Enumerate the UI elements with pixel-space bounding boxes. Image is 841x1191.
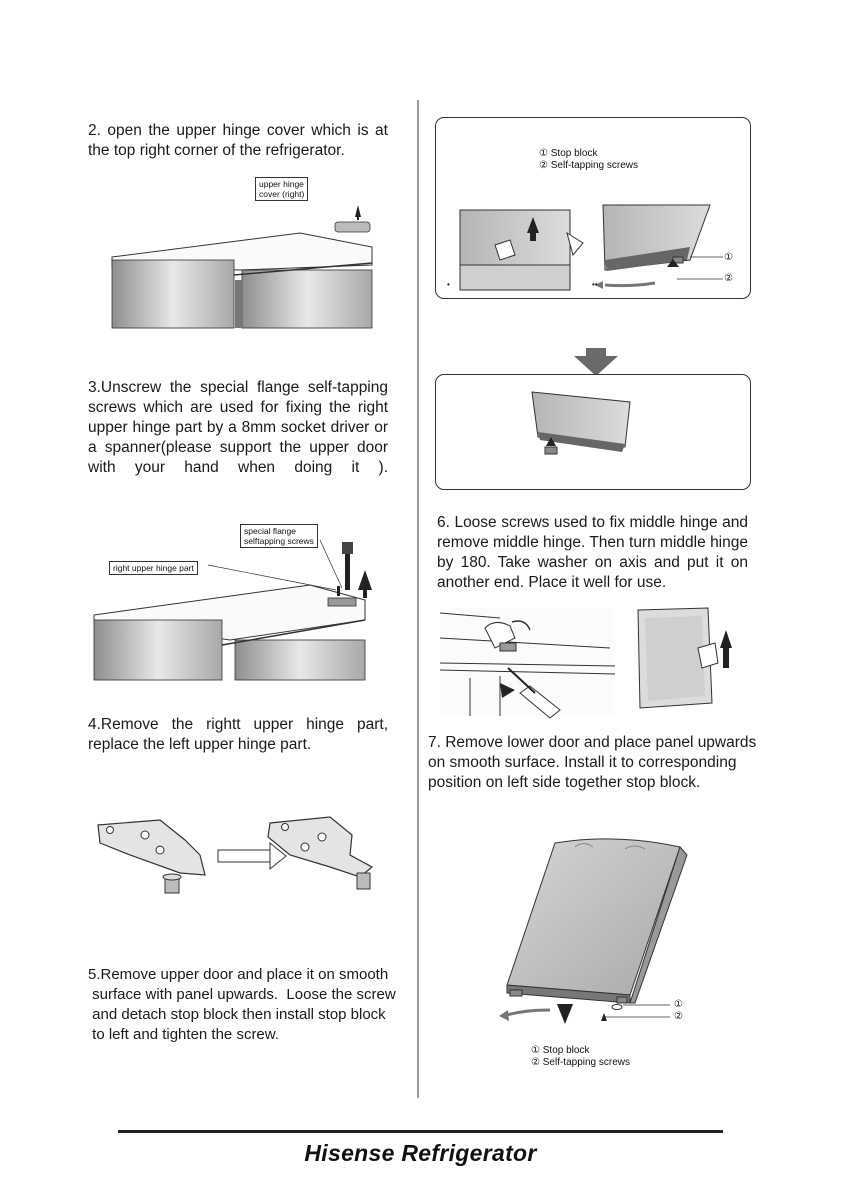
footer-rule <box>118 1130 723 1133</box>
marker-1-bottom: ① <box>674 999 683 1010</box>
label-upper-hinge-cover: upper hinge cover (right) <box>255 177 308 201</box>
legend-stop-block-bottom: ① Stop block <box>531 1045 590 1056</box>
figure-upper-hinge-cover <box>100 175 390 330</box>
step-6-text: 6. Loose screws used to fix middle hinge and remove middle hinge. Then turn middle hinge by 180. Take washer on axis and put it on another end. Place it well for use. <box>437 514 748 591</box>
footer-brand: Hisense Refrigerator <box>304 1140 537 1166</box>
legend-stop-block-top: ① Stop block <box>539 148 598 159</box>
figure-hinge-parts <box>90 815 390 905</box>
dot-marker-1: • <box>447 280 450 289</box>
step-7-text: 7. Remove lower door and place panel upwards on smooth surface. Install it to corresponding position on left side together stop block. <box>428 734 757 791</box>
step-5-text: 5.Remove upper door and place it on smooth surface with panel upwards. Loose the screw and detach stop block then install stop block to left and tighten the screw. <box>88 966 396 1043</box>
figure-lower-door <box>495 835 695 1030</box>
step-4-text: 4.Remove the rightt upper hinge part, replace the left upper hinge part. <box>88 716 388 753</box>
down-arrow-icon <box>574 348 618 376</box>
figure-stop-block-install <box>530 392 640 467</box>
legend-self-tapping-top: ② Self-tapping screws <box>539 160 639 171</box>
marker-1-top: ① <box>724 252 733 263</box>
label-special-flange-screws: special flange selftapping screws <box>240 524 318 548</box>
marker-2-top: ② <box>724 273 733 284</box>
label-right-upper-hinge-part: right upper hinge part <box>109 561 198 575</box>
column-divider <box>417 100 419 1098</box>
figure-upper-door-detach <box>455 205 745 295</box>
marker-2-bottom: ② <box>674 1011 683 1022</box>
step-2-text: 2. open the upper hinge cover which is at the top right corner of the refrigerator. <box>88 122 388 159</box>
dot-marker-2: •• <box>592 280 598 289</box>
legend-self-tapping-bottom: ② Self-tapping screws <box>531 1057 631 1068</box>
step-3-text: 3.Unscrew the special flange self-tapping screws which are used for fixing the right upper hinge part by a 8mm socket driver or a spanner(please support the upper door with your hand when doing it ). <box>88 379 388 476</box>
figure-middle-hinge <box>440 608 740 718</box>
